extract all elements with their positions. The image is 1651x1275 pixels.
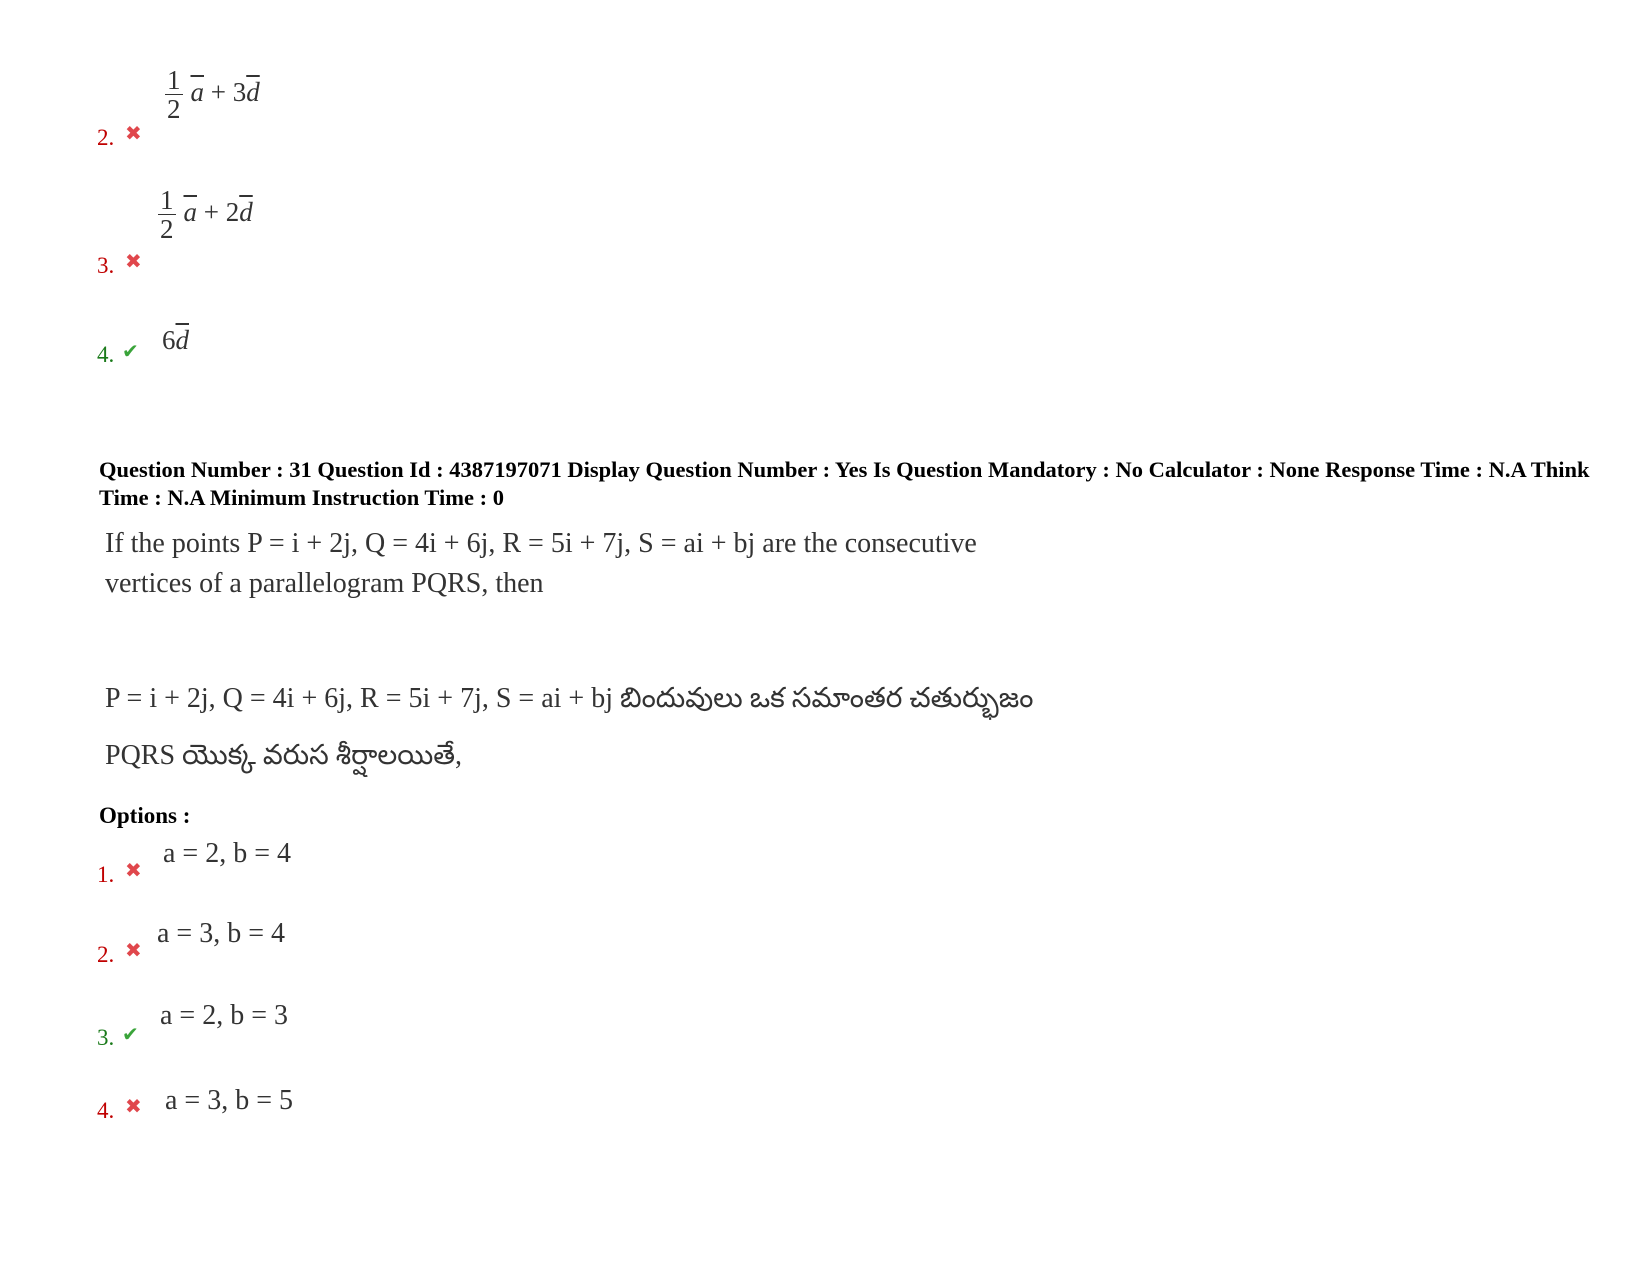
- question-text-telugu-line1: P = i + 2j, Q = 4i + 6j, R = 5i + 7j, S = ai + bj బిందువులు ఒక సమాంతర చతుర్భుజం: [105, 683, 1034, 714]
- option-expression: $\frac{1}{2}$ $\overline{a} + 3\overline{d}$: [167, 65, 260, 125]
- option-text: a = 3, b = 5: [165, 1085, 294, 1116]
- option-text: a = 3, b = 4: [157, 918, 286, 949]
- cross-icon: ✖: [125, 1094, 142, 1118]
- cross-icon: ✖: [125, 249, 142, 273]
- option-number: 3.: [97, 253, 115, 278]
- option-text: a = 2, b = 3: [160, 1000, 289, 1031]
- fraction: $\frac{1}{2}$: [167, 65, 181, 125]
- option-text: a = 2, b = 4: [163, 838, 292, 869]
- check-icon: ✔: [122, 339, 139, 363]
- fraction: $\frac{1}{2}$: [160, 185, 174, 245]
- option-number: 2.: [97, 125, 115, 150]
- cross-icon: ✖: [125, 938, 142, 962]
- question-meta: Question Number : 31 Question Id : 4387197071 Display Question Number : Yes Is Question Mandatory : No Calculator : None Response Time : N.A Think Time : N.A Minimum Instruction Time : 0: [99, 457, 1590, 510]
- option-number: 3.: [97, 1025, 115, 1050]
- question-text-telugu-line2: PQRS యొక్క వరుస శీర్షాలయితే,: [105, 740, 463, 771]
- option-number: 1.: [97, 862, 115, 887]
- cross-icon: ✖: [125, 121, 142, 145]
- option-number: 4.: [97, 342, 115, 367]
- option-expression: $6\overline{d}$: [162, 325, 189, 355]
- question-text-english-line2: vertices of a parallelogram PQRS, then: [105, 568, 544, 599]
- cross-icon: ✖: [125, 858, 142, 882]
- option-number: 2.: [97, 942, 115, 967]
- check-icon: ✔: [122, 1022, 139, 1046]
- question-text-english-line1: If the points P = i + 2j, Q = 4i + 6j, R = 5i + 7j, S = ai + bj are the consecutive: [105, 528, 977, 559]
- option-number: 4.: [97, 1098, 115, 1123]
- options-label: Options :: [99, 803, 191, 828]
- option-expression: $\frac{1}{2}$ $\overline{a} + 2\overline{d}$: [160, 185, 253, 245]
